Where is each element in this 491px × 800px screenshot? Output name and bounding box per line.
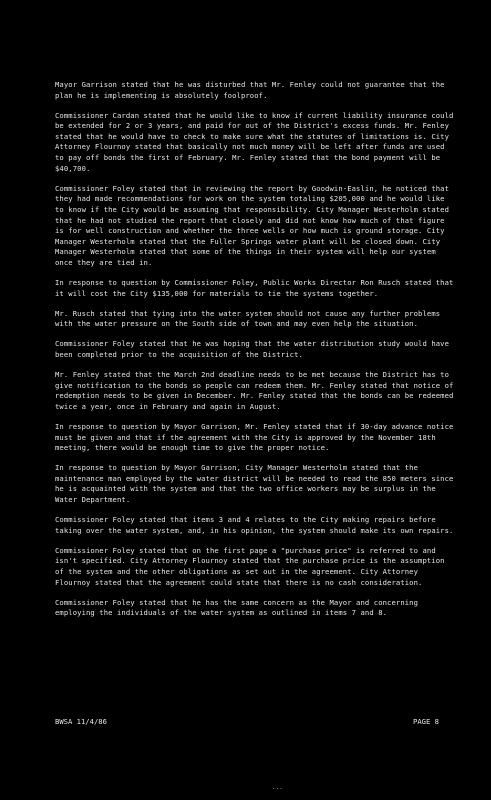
paragraph: Commissioner Foley stated that in reviewing the report by Goodwin-Easlin, he noticed that they had made recommendations for work on the system totaling $205,000 and he would like to know if the City would be assuming that responsibility. City Manager Westerholm stated that he had not studied the report that closely and did not know how much of that figure is for well construction and whether the three wells or how much is ground storage. City Manager Westerholm stated that the Fuller Springs water plant will be closed down. City Manager Westerholm stated that some of the things in their system will help our system once they are tied in. [55,183,454,267]
page-number: PAGE 8 [413,717,439,726]
bottom-mark: ... [272,784,283,791]
page-footer [55,717,455,727]
paragraph: In response to question by Mayor Garrison, Mr. Fenley stated that if 30-day advance notice must be given and that if the agreement with the City is approved by the November 18th meeting, there would be enough time to give the proper notice. [55,421,458,453]
paragraph: In response to question by Commissioner Foley, Public Works Director Ron Rusch stated that it will cost the City $135,000 for materials to tie the systems together. [55,278,458,298]
paragraph: Commissioner Foley stated that he has the same concern as the Mayor and concerning employing the individuals of the water system as outlined in items 7 and 8. [55,597,423,618]
paragraph: In response to question by Mayor Garrison, City Manager Westerholm stated that the maintenance man employed by the water district will be needed to read the 850 meters since he is acquainted with the system and that the two office workers may be surplus in the Water Department. [55,463,458,504]
paragraph: Commissioner Cardan stated that he would like to know if current liability insurance could be extended for 2 or 3 years, and paid for out of the District's excess funds. Mr. Fenley stated that he would have to check to make sure what the statutes of limitations is. City Attorney Flournoy stated that basically not much money will be left after funds are used to pay off bonds the first of February. Mr. Fenley stated that the bond payment will be $40,700. [55,110,458,173]
minutes-body [55,80,458,628]
paragraph: Commissioner Foley stated that items 3 and 4 relates to the City making repairs before taking over the water system, and, in his opinion, the system should make its own repairs. [55,515,454,535]
paragraph: Mr. Fenley stated that the March 2nd deadline needs to be met because the District has to give notification to the bonds so people can redeem them. Mr. Fenley stated that notice of redemption needs to be given in December. Mr. Fenley stated that the bonds can be redeemed twice a year, once in February and again in August. [55,370,458,411]
paragraph: Mr. Rusch stated that tying into the water system should not cause any further problems with the water pressure on the South side of town and may even help the situation. [55,308,445,329]
paragraph: Mayor Garrison stated that he was disturbed that Mr. Fenley could not guarantee that the plan he is implementing is absolutely foolproof. [55,80,450,100]
footer-date-code: BWSA 11/4/86 [55,717,107,726]
paragraph: Commissioner Foley stated that on the first page a "purchase price" is referred to and isn't specified. City Attorney Flournoy stated that the purchase price is the assumption of the system and the other obligations as set out in the agreement. City Attorney Flournoy stated that the agreement could state that there is no cash consideration. [55,545,450,587]
paragraph: Commissioner Foley stated that he was hoping that the water distribution study would have been completed prior to the acquisition of the District. [55,339,454,359]
